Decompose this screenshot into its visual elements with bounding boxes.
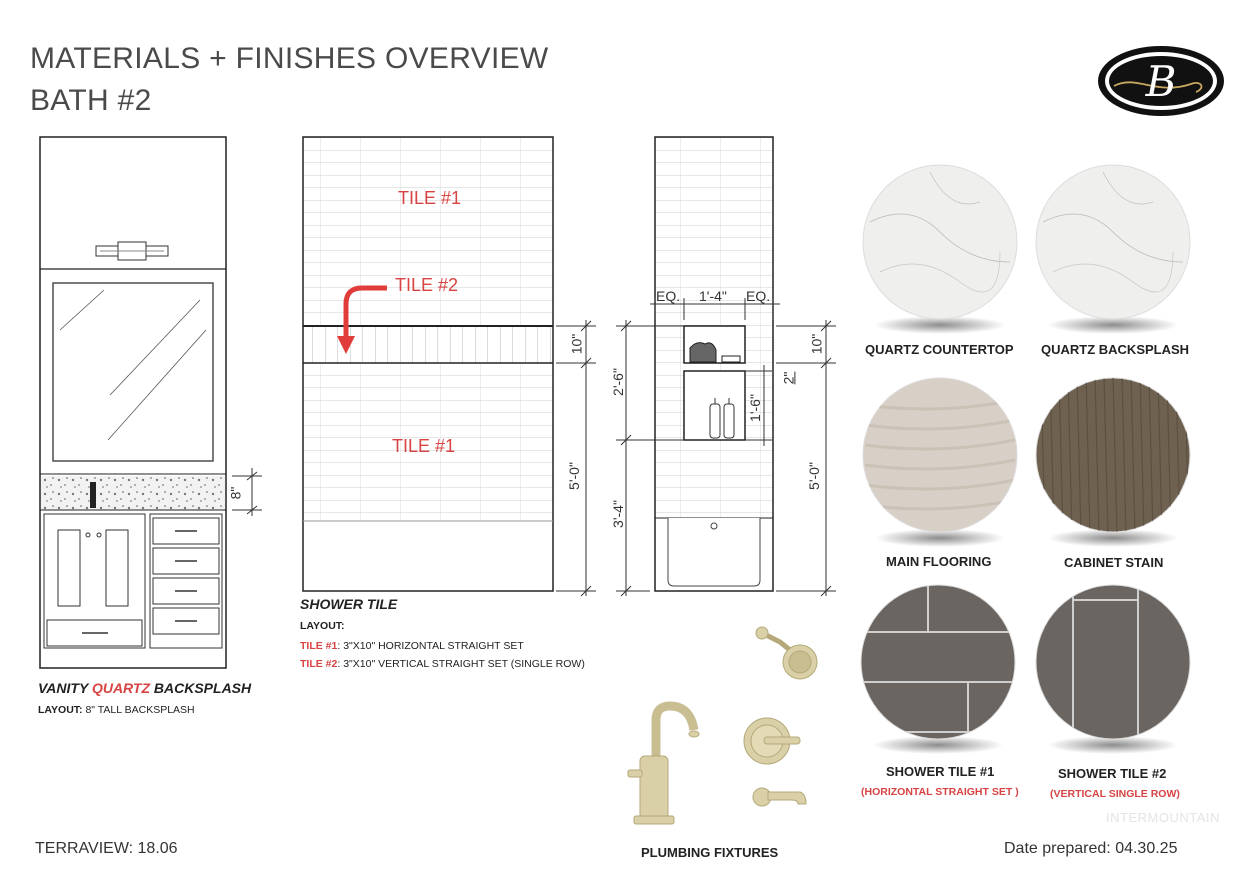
date-prepared [1004,840,1177,858]
dim-backsplash-height: 8" [227,486,244,500]
vanity-layout-label: LAYOUT: [38,704,83,716]
swatch-beige-stone [863,378,1017,532]
shower-layout-label: LAYOUT: [300,620,345,632]
dim-niche-width: 1'-4" [699,288,727,304]
spec-2-text: : 3"X10" VERTICAL STRAIGHT SET (SINGLE ROW) [337,658,585,670]
tub-icon [668,518,760,586]
swatch-label-quartz-backsplash: QUARTZ BACKSPLASH [1041,342,1190,357]
dim-shower-band: 10" [568,333,585,355]
faucet-icon [90,482,96,508]
dim-left-top: 2'-6" [609,368,626,396]
swatch-note-shower-tile-2: (VERTICAL SINGLE ROW) [1050,788,1180,800]
dim-niche-inner: 1'-6" [746,394,763,422]
swatch-white-quartz [1036,165,1190,319]
title-line-2: BATH #2 [30,84,152,117]
vanity-caption-accent: QUARTZ [91,680,151,696]
tub-spout-icon [753,788,806,806]
showerhead-icon [756,627,817,679]
spec-2-label: TILE #2 [300,658,338,670]
shower-spec-1 [300,640,524,652]
vanity-cabinet [44,514,222,648]
title-line-1: MATERIALS + FINISHES OVERVIEW [30,42,549,75]
swatch-note-shower-tile-1: (HORIZONTAL STRAIGHT SET ) [861,786,1019,798]
vanity-caption-post: BACKSPLASH [150,680,252,696]
dim-shower-height: 5'-0" [565,462,582,490]
watermark: INTERMOUNTAIN [1106,810,1220,825]
swatch-white-quartz [863,165,1017,319]
dim-right-height: 5'-0" [805,462,822,490]
vanity-caption [38,680,251,696]
shower-tile-caption: SHOWER TILE [300,596,398,612]
shower-spec-2 [300,658,585,670]
dim-eq-right: EQ. [746,288,771,304]
shower-valve-trim-icon [744,718,800,764]
tile-2-label: TILE #2 [395,275,459,295]
shower-niche [684,326,745,440]
swatch-brown-wood [1036,375,1190,535]
dim-right-band: 10" [808,333,825,355]
tile-1-upper-label: TILE #1 [398,188,462,208]
vanity-elevation [40,137,262,668]
niche-elevation [616,137,836,596]
vanity-caption-pre: VANITY [38,680,92,696]
date-label: Date prepared: [1004,840,1116,857]
mirror-icon [53,283,213,461]
swatch-label-shower-tile-1: SHOWER TILE #1 [886,764,995,779]
finish-swatches [858,165,1190,754]
plumbing-fixtures [628,627,817,824]
sink-faucet-icon [628,706,699,824]
swatch-label-quartz-countertop: QUARTZ COUNTERTOP [865,342,1014,357]
spec-1-text: : 3"X10" HORIZONTAL STRAIGHT SET [337,640,524,652]
tile-1-lower-label: TILE #1 [392,436,456,456]
vanity-layout-text: 8" TALL BACKSPLASH [82,704,195,716]
terraview-label: TERRAVIEW: 18.06 [35,840,178,857]
quartz-backsplash-hatch [41,476,225,510]
vanity-layout [38,704,195,716]
swatch-label-shower-tile-2: SHOWER TILE #2 [1058,766,1167,781]
dim-left-bottom: 3'-4" [609,500,626,528]
swatch-gray-tile [858,582,1018,739]
spec-1-label: TILE #1 [300,640,338,652]
swatch-label-main-flooring: MAIN FLOORING [886,554,992,569]
date-value: 04.30.25 [1115,840,1178,857]
swatch-gray-tile [1036,582,1190,742]
logo-letter: B [1145,57,1177,106]
dim-eq-left: EQ. [656,288,681,304]
swatch-label-cabinet-stain: CABINET STAIN [1064,555,1164,570]
plumbing-fixtures-label: PLUMBING FIXTURES [641,845,779,860]
dim-shelf: 2" [780,371,797,385]
